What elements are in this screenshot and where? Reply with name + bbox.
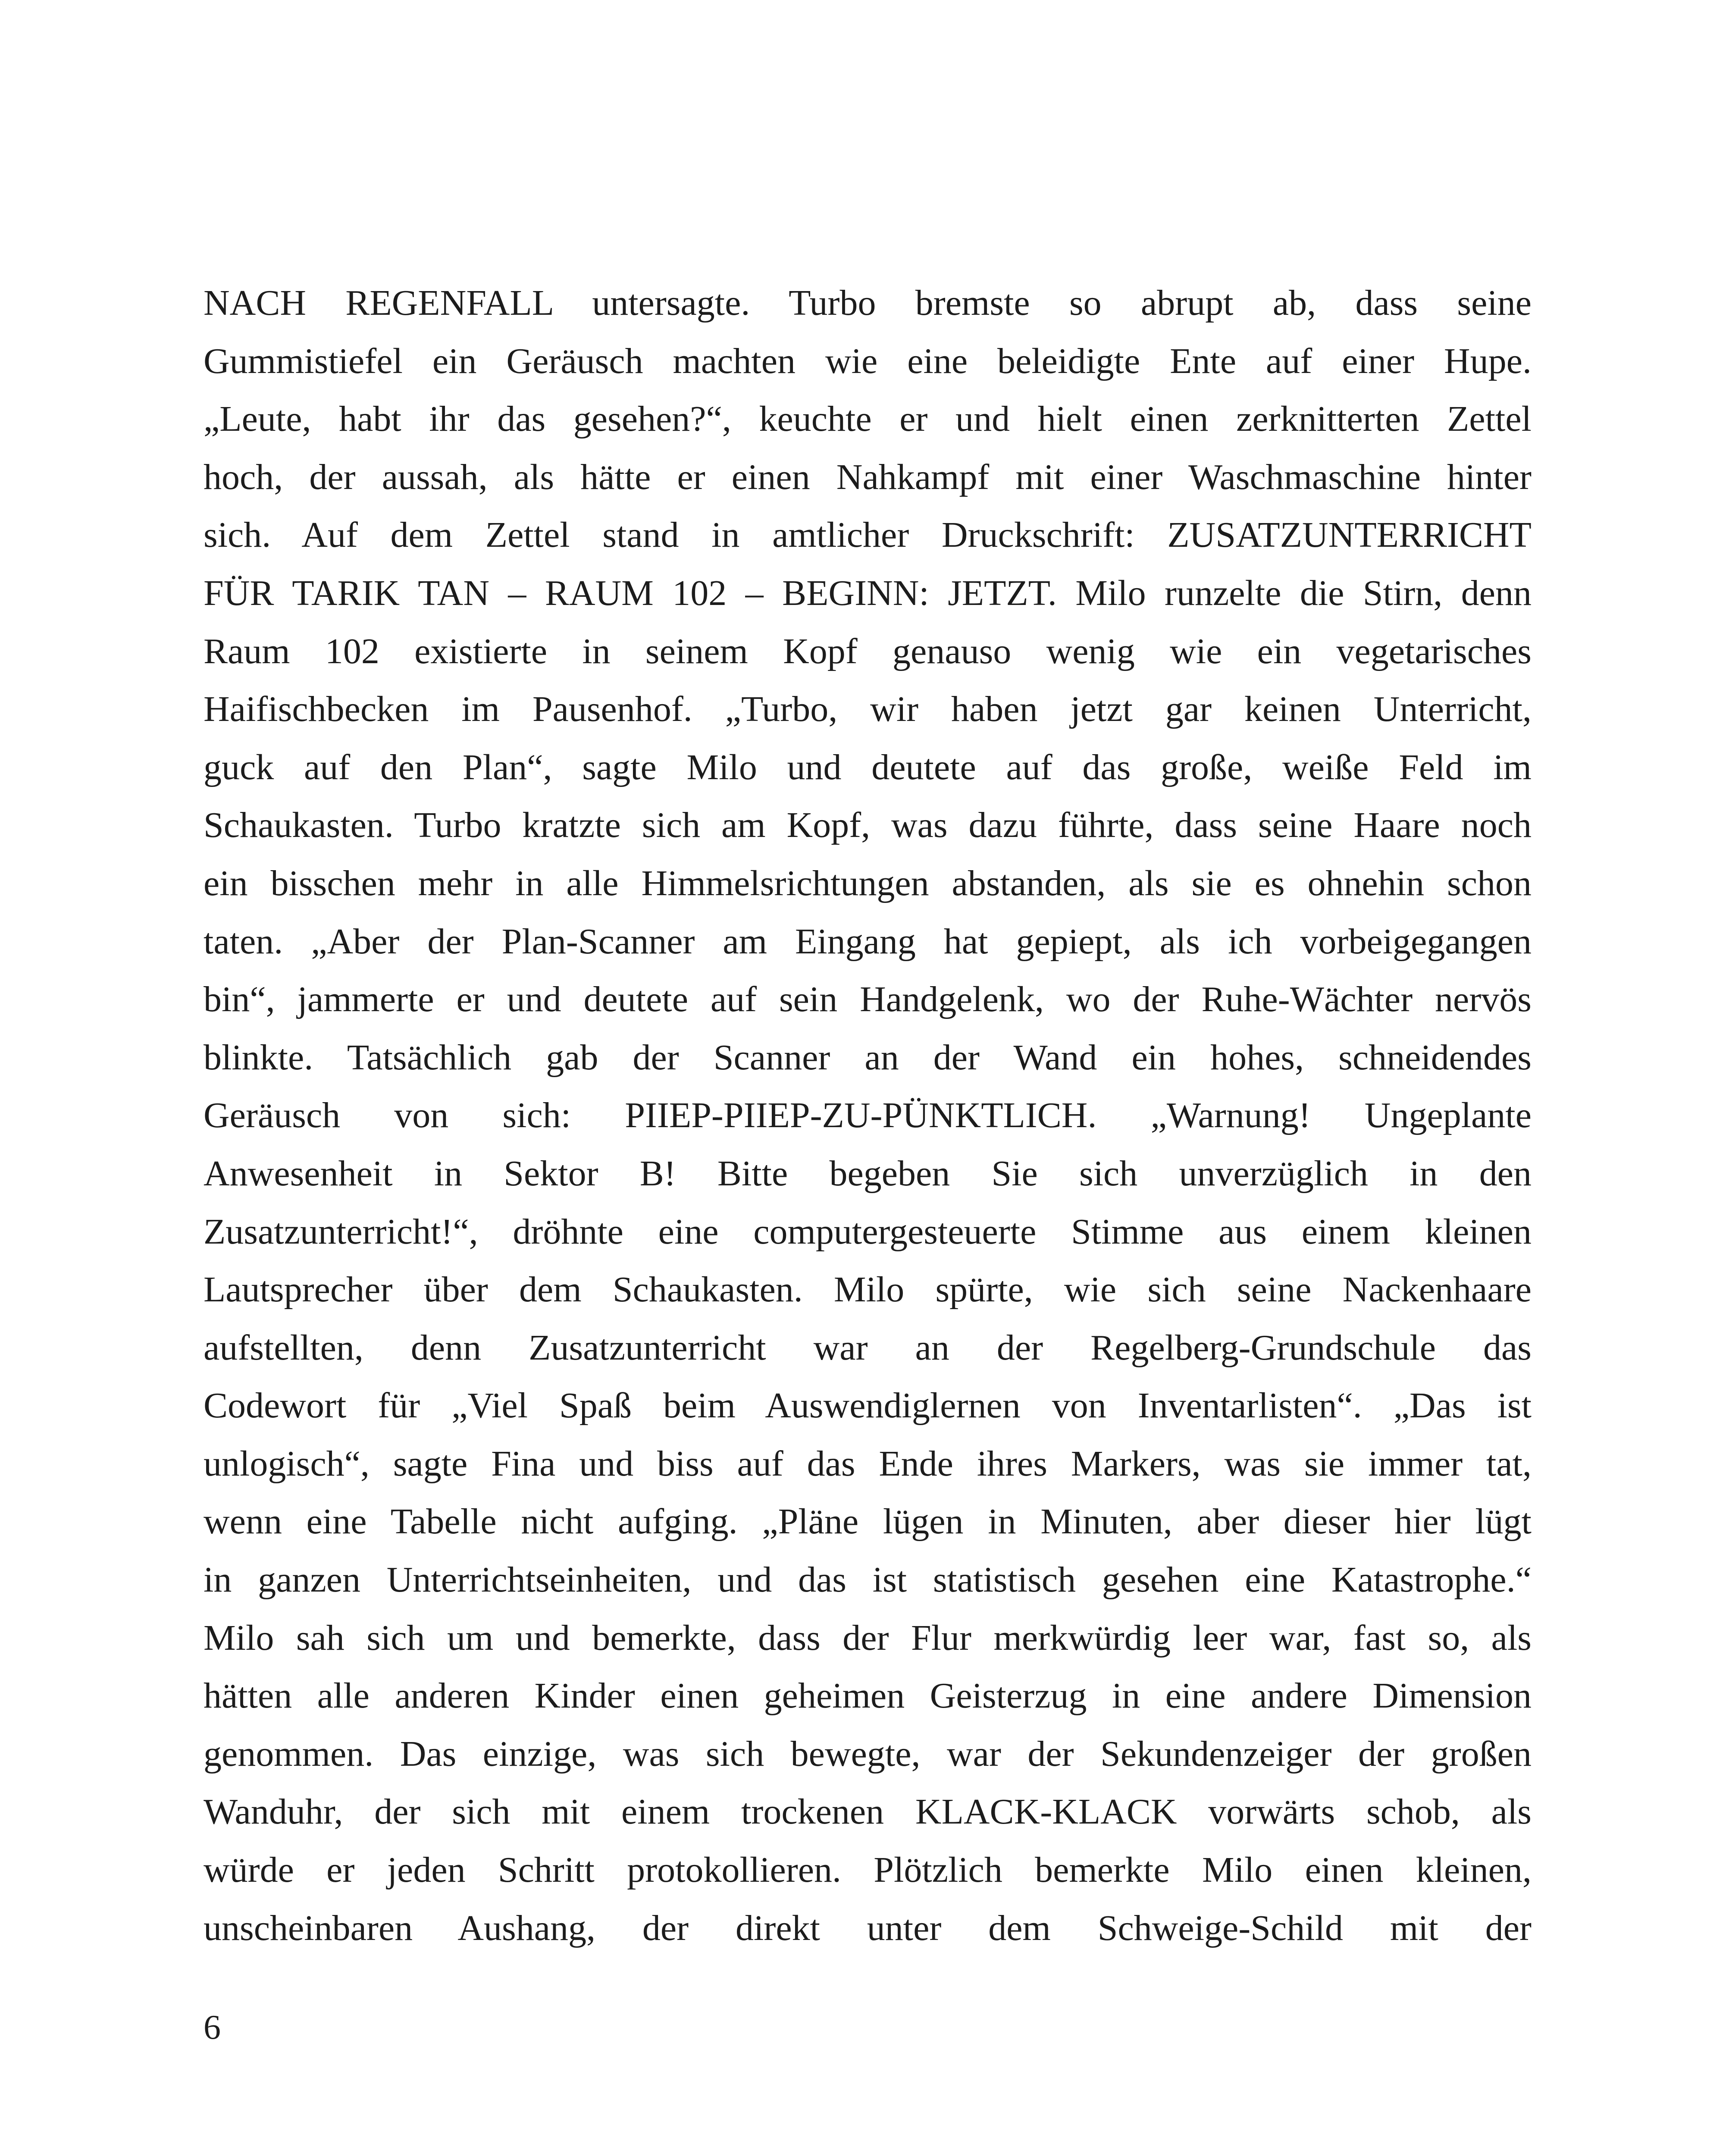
text-line: FÜR TARIK TAN – RAUM 102 – BEGINN: JETZT. Milo runzelte die Stirn, denn: [204, 573, 1532, 613]
text-line: hätten alle anderen Kinder einen geheimen Geisterzug in eine andere Dimension: [204, 1676, 1532, 1716]
body-text: [204, 274, 1532, 1957]
text-line: Zusatzunterricht!“, dröhnte eine computergesteuerte Stimme aus einem kleinen: [204, 1211, 1532, 1252]
text-line: genommen. Das einzige, was sich bewegte, war der Sekundenzeiger der großen: [204, 1733, 1532, 1774]
text-line: unscheinbaren Aushang, der direkt unter dem Schweige-Schild mit der: [204, 1908, 1532, 1948]
text-line: guck auf den Plan“, sagte Milo und deutete auf das große, weiße Feld im: [204, 747, 1532, 787]
text-line: NACH REGENFALL untersagte. Turbo bremste so abrupt ab, dass seine: [204, 283, 1532, 323]
text-line: „Leute, habt ihr das gesehen?“, keuchte er und hielt einen zerknitterten Zettel: [204, 399, 1532, 439]
text-line: würde er jeden Schritt protokollieren. Plötzlich bemerkte Milo einen kleinen,: [204, 1850, 1532, 1890]
text-line: taten. „Aber der Plan-Scanner am Eingang hat gepiept, als ich vorbeigegangen: [204, 921, 1532, 962]
text-line: Lautsprecher über dem Schaukasten. Milo spürte, wie sich seine Nackenhaare: [204, 1269, 1532, 1310]
text-line: Gummistiefel ein Geräusch machten wie eine beleidigte Ente auf einer Hupe.: [204, 341, 1532, 381]
text-line: ein bisschen mehr in alle Himmelsrichtungen abstanden, als sie es ohnehin schon: [204, 863, 1532, 903]
text-line: Wanduhr, der sich mit einem trockenen KLACK-KLACK vorwärts schob, als: [204, 1792, 1532, 1832]
text-line: bin“, jammerte er und deutete auf sein Handgelenk, wo der Ruhe-Wächter nervös: [204, 979, 1532, 1020]
text-line: Geräusch von sich: PIIEP-PIIEP-ZU-PÜNKTLICH. „Warnung! Ungeplante: [204, 1095, 1532, 1136]
text-line: Milo sah sich um und bemerkte, dass der Flur merkwürdig leer war, fast so, als: [204, 1617, 1532, 1658]
text-line: blinkte. Tatsächlich gab der Scanner an der Wand ein hohes, schneidendes: [204, 1037, 1532, 1078]
text-line: Codewort für „Viel Spaß beim Auswendiglernen von Inventarlisten“. „Das ist: [204, 1385, 1532, 1426]
text-line: Anwesenheit in Sektor B! Bitte begeben Sie sich unverzüglich in den: [204, 1153, 1532, 1194]
text-line: unlogisch“, sagte Fina und biss auf das Ende ihres Markers, was sie immer tat,: [204, 1443, 1532, 1484]
text-line: hoch, der aussah, als hätte er einen Nahkampf mit einer Waschmaschine hinter: [204, 457, 1532, 497]
text-line: Raum 102 existierte in seinem Kopf genauso wenig wie ein vegetarisches: [204, 631, 1532, 671]
page-number: 6: [204, 2009, 221, 2046]
text-line: Haifischbecken im Pausenhof. „Turbo, wir haben jetzt gar keinen Unterricht,: [204, 689, 1532, 730]
text-line: Schaukasten. Turbo kratzte sich am Kopf, was dazu führte, dass seine Haare noch: [204, 805, 1532, 846]
text-line: in ganzen Unterrichtseinheiten, und das ist statistisch gesehen eine Katastrophe.“: [204, 1560, 1532, 1600]
text-line: sich. Auf dem Zettel stand in amtlicher Druckschrift: ZUSATZUNTERRICHT: [204, 515, 1532, 555]
text-line: aufstellten, denn Zusatzunterricht war an der Regelberg-Grundschule das: [204, 1327, 1532, 1368]
text-line: wenn eine Tabelle nicht aufging. „Pläne lügen in Minuten, aber dieser hier lügt: [204, 1501, 1532, 1542]
